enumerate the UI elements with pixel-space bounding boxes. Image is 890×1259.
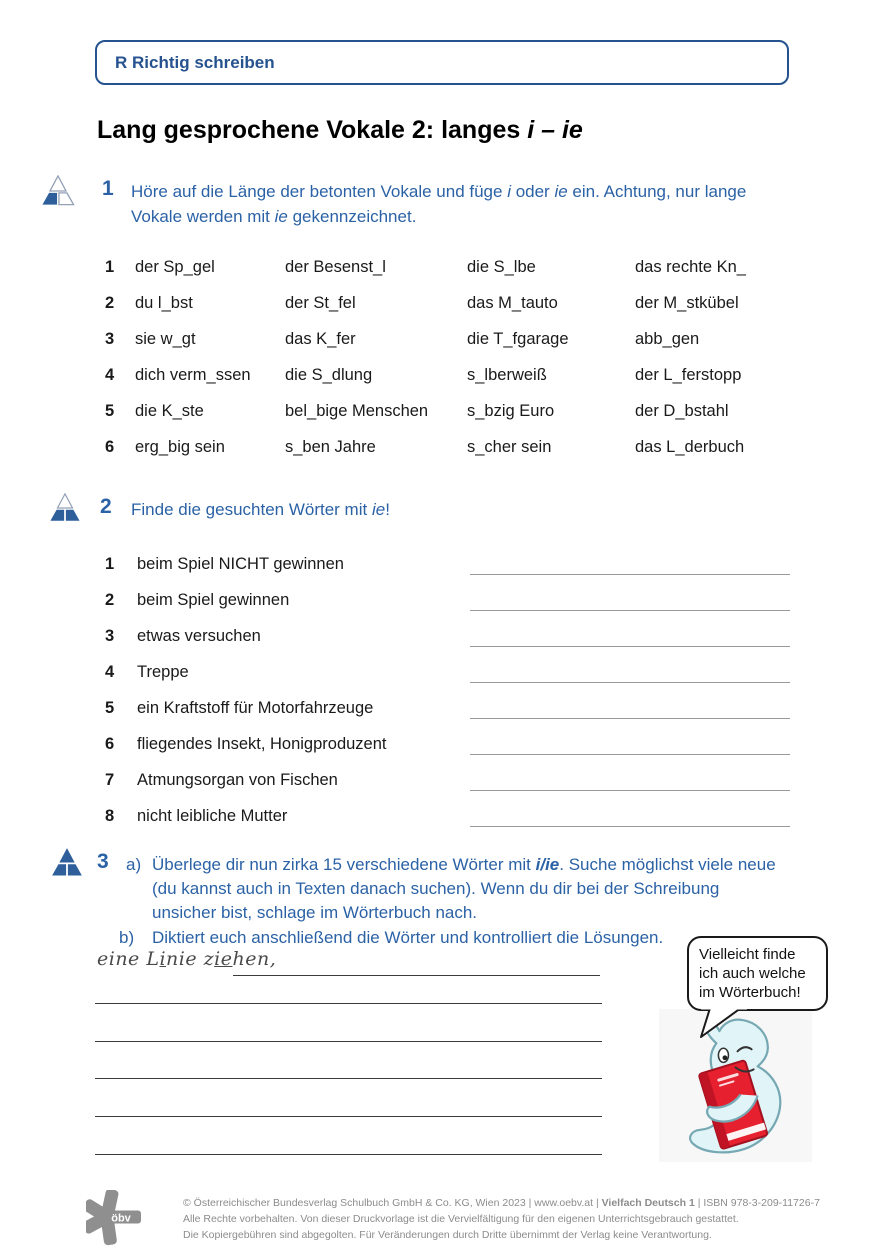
word-with-blank[interactable]: der Besenst_l — [285, 257, 386, 276]
exercise1-number: 1 — [102, 177, 114, 200]
speech-bubble — [687, 936, 828, 1011]
row-number: 2 — [105, 293, 115, 312]
word-with-blank[interactable]: sie w_gt — [135, 329, 196, 348]
section-tag-box — [95, 40, 789, 85]
page-title: Lang gesprochene Vokale 2: langes i – ie — [97, 116, 583, 144]
row-number: 4 — [105, 365, 115, 384]
row-number: 5 — [105, 401, 115, 420]
answer-blank-line[interactable] — [470, 610, 790, 611]
exercise2-number: 2 — [100, 495, 112, 518]
clue-row — [105, 654, 790, 690]
exercise3-part-a — [126, 853, 778, 925]
clue-row — [105, 762, 790, 798]
clue-number: 6 — [105, 734, 115, 753]
answer-blank-line[interactable] — [470, 682, 790, 683]
difficulty-triangle-icon-level3 — [49, 847, 85, 878]
answer-blank-line[interactable] — [470, 826, 790, 827]
speech-bubble-tail — [697, 1007, 751, 1039]
blank-writing-line[interactable] — [95, 966, 602, 1004]
exercise1-instruction: Höre auf die Länge der betonten Vokale und füge i oder ie ein. Achtung, nur lange Vokale werden mit ie gekennzeichnet. — [131, 182, 747, 226]
row-number: 3 — [105, 329, 115, 348]
clue-row — [105, 618, 790, 654]
clue-text: beim Spiel gewinnen — [137, 590, 290, 609]
row-number: 1 — [105, 257, 115, 276]
word-row — [105, 249, 795, 285]
word-row — [105, 429, 795, 465]
answer-blank-line[interactable] — [470, 646, 790, 647]
answer-blank-line[interactable] — [470, 574, 790, 575]
word-with-blank[interactable]: dich verm_ssen — [135, 365, 251, 384]
clue-text: ein Kraftstoff für Motorfahrzeuge — [137, 698, 374, 717]
word-with-blank[interactable]: s_ben Jahre — [285, 437, 376, 456]
exercise3-instructions — [119, 853, 778, 951]
part-b-text: Diktiert euch anschließend die Wörter und kontrolliert die Lösungen. — [152, 928, 664, 948]
blank-writing-line[interactable] — [95, 1079, 602, 1117]
word-with-blank[interactable]: das M_tauto — [467, 293, 558, 312]
clue-text: beim Spiel NICHT gewinnen — [137, 554, 344, 573]
clue-row — [105, 690, 790, 726]
clue-row — [105, 726, 790, 762]
word-with-blank[interactable]: der M_stkübel — [635, 293, 739, 312]
clue-number: 1 — [105, 554, 115, 573]
footer-line2: Alle Rechte vorbehalten. Von dieser Druckvorlage ist die Vervielfältigung für den eigenen Unterrichtsgebrauch gestattet. — [183, 1212, 739, 1225]
clue-text: etwas versuchen — [137, 626, 261, 645]
word-with-blank[interactable]: du l_bst — [135, 293, 193, 312]
blank-writing-line[interactable] — [95, 1117, 602, 1155]
word-with-blank[interactable]: s_cher sein — [467, 437, 552, 456]
clue-number: 7 — [105, 770, 115, 789]
word-with-blank[interactable]: das L_derbuch — [635, 437, 745, 456]
word-with-blank[interactable]: das rechte Kn_ — [635, 257, 746, 276]
word-with-blank[interactable]: die T_fgarage — [467, 329, 569, 348]
clue-text: Atmungsorgan von Fischen — [137, 770, 338, 789]
answer-blank-line[interactable] — [470, 790, 790, 791]
footer-line1: © Österreichischer Bundesverlag Schulbuch GmbH & Co. KG, Wien 2023 | www.oebv.at | Vielfach Deutsch 1 | ISBN 978-3-209-11726-7 — [183, 1197, 820, 1209]
answer-blank-line[interactable] — [470, 754, 790, 755]
word-with-blank[interactable]: die S_lbe — [467, 257, 536, 276]
clue-text: fliegendes Insekt, Honigproduzent — [137, 734, 387, 753]
word-with-blank[interactable]: der L_ferstopp — [635, 365, 742, 384]
word-with-blank[interactable]: s_bzig Euro — [467, 401, 555, 420]
oebv-logo — [86, 1190, 146, 1246]
part-a-label: a) — [126, 855, 142, 874]
row-number: 6 — [105, 437, 115, 456]
word-with-blank[interactable]: das K_fer — [285, 329, 356, 348]
exercise2-clue-list — [105, 546, 790, 834]
word-with-blank[interactable]: der St_fel — [285, 293, 356, 312]
clue-row — [105, 582, 790, 618]
writing-lines — [95, 966, 602, 1155]
exercise3-number: 3 — [97, 850, 109, 873]
clue-number: 5 — [105, 698, 115, 717]
answer-blank-line[interactable] — [470, 718, 790, 719]
part-a-text: Überlege dir nun zirka 15 verschiedene Wörter mit i/ie. Suche möglichst viele neue (du kannst auch in Texten danach suchen). Wenn du dir bei der Schreibung unsicher bist, schlage im Wörterbuch nach. — [152, 855, 776, 923]
word-row — [105, 321, 795, 357]
difficulty-triangle-icon-level1 — [39, 175, 77, 207]
clue-number: 2 — [105, 590, 115, 609]
footer-line3: Die Kopiergebühren sind abgegolten. Für Veränderungen durch Dritte übernimmt der Verlag keine Verantwortung. — [183, 1228, 712, 1241]
handwriting-sample: eine Linie ziehen, — [97, 948, 277, 970]
word-with-blank[interactable]: der Sp_gel — [135, 257, 215, 276]
word-with-blank[interactable]: der D_bstahl — [635, 401, 729, 420]
clue-row — [105, 798, 790, 834]
exercise1-word-grid — [105, 249, 795, 465]
word-with-blank[interactable]: die S_dlung — [285, 365, 373, 384]
footer-copyright — [183, 1196, 843, 1243]
word-with-blank[interactable]: s_lberweiß — [467, 365, 547, 384]
part-b-label: b) — [119, 928, 135, 948]
exercise2-instruction: Finde die gesuchten Wörter mit ie! — [131, 500, 390, 519]
blank-writing-line[interactable] — [95, 1004, 602, 1042]
clue-number: 8 — [105, 806, 115, 825]
word-row — [105, 285, 795, 321]
word-with-blank[interactable]: bel_bige Menschen — [285, 401, 429, 420]
clue-number: 3 — [105, 626, 115, 645]
clue-text: nicht leibliche Mutter — [137, 806, 288, 825]
clue-text: Treppe — [137, 662, 189, 681]
blank-writing-line[interactable] — [95, 1042, 602, 1080]
clue-row — [105, 546, 790, 582]
difficulty-triangle-icon-level2 — [47, 493, 83, 523]
word-row — [105, 357, 795, 393]
word-with-blank[interactable]: abb_gen — [635, 329, 700, 348]
word-row — [105, 393, 795, 429]
word-with-blank[interactable]: erg_big sein — [135, 437, 225, 456]
speech-bubble-text: Vielleicht finde ich auch welche im Wörterbuch! — [699, 946, 806, 1002]
clue-number: 4 — [105, 662, 115, 681]
word-with-blank[interactable]: die K_ste — [135, 401, 204, 420]
section-tag-label: R Richtig schreiben — [115, 52, 275, 72]
oebv-logo-text: öbv — [111, 1212, 131, 1225]
